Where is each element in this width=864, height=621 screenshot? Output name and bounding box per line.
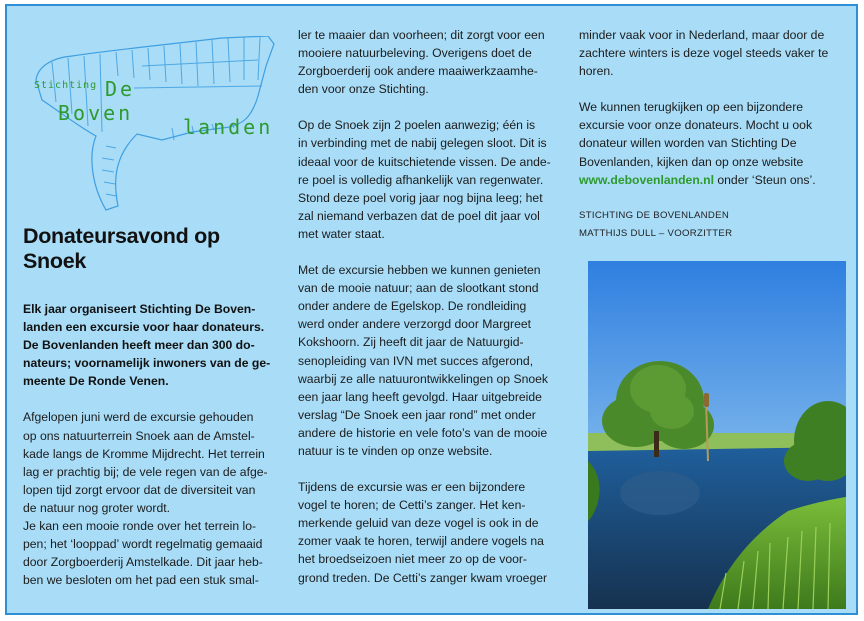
body-paragraph: Op de Snoek zijn 2 poelen aanwezig; één is in verbinding met de nabij gelegen sloot. Dit is ideaal voor de kuitschietende vissen. De ande- re poel is volledig afhankelijk van regenwater. Stond deze poel vorig jaar nog bijna leeg; het zal niemand verbazen dat de poel dit jaar vol met water staat. [298, 118, 551, 241]
logo-landen-text: landen [183, 115, 274, 139]
pond-landscape-photo [588, 261, 846, 609]
signature-name: MATTHIJS DULL – VOORZITTER [579, 227, 733, 239]
body-paragraph: ler te maaier dan voorheen; dit zorgt voor een mooiere natuurbeleving. Overigens doet de Zorgboerderij ook andere maaiwerkzaamhe- den voor onze Stichting. [298, 28, 545, 97]
body-paragraph: Afgelopen juni werd de excursie gehouden op ons natuurterrein Snoek aan de Amstel- kade langs de Kromme Mijdrecht. Het terrein lag er prachtig bij; de vele regen van de afge- lopen tijd zorgt ervoor dat de diversiteit van de natuur nog groter wordt. [23, 410, 268, 515]
body-paragraph: Je kan een mooie ronde over het terrein lo- pen; het ‘looppad’ wordt regelmatig gemaaid door Zorgboerderij Amstelkade. Dit jaar heb- ben we besloten om het pad een stuk smal- [23, 519, 263, 588]
signature-block [579, 209, 836, 241]
column-3 [579, 26, 836, 241]
body-paragraph: minder vaak voor in Nederland, maar door de zachtere winters is deze vogel steeds vaker te horen. [579, 28, 829, 79]
column-1 [23, 300, 279, 589]
lead-paragraph: Elk jaar organiseert Stichting De Boven- landen een excursie voor haar donateurs. De Bovenlanden heeft meer dan 300 do- nateurs; voornamelijk inwoners van de ge- meente De Ronde Venen. [23, 302, 271, 389]
logo-de-text: De [105, 77, 136, 101]
stichting-logo [22, 36, 284, 212]
logo-stichting-text: Stichting [34, 80, 98, 91]
signature-org: STICHTING DE BOVENLANDEN [579, 209, 730, 221]
body-paragraph: Met de excursie hebben we kunnen genieten van de mooie natuur; aan de slootkant stond onder andere de Egelskop. De rondleiding werd onder andere verzorgd door Margreet Kokshoorn. Zij heeft dit jaar de Natuurgid- senopleiding van IVN met succes afgerond, waarbij ze alle natuurontwikkelingen op Snoek een jaar lang heeft gevolgd. Haar uitgebreide verslag “De Snoek een jaar rond” met onder andere de historie en vele foto’s van de mooie natuur is te vinden op onze website. [298, 263, 548, 458]
photo-illustration [588, 261, 846, 609]
body-paragraph: Tijdens de excursie was er een bijzondere vogel te horen; de Cetti’s zanger. Het ken- merkende geluid van deze vogel is ook in de zomer vaak te horen, terwijl andere vogels na het broedseizoen niet meer zo op de voor- grond treden. De Cetti’s zanger kwam vroeger [298, 480, 548, 585]
website-link[interactable]: www.debovenlanden.nl [579, 172, 714, 187]
body-paragraph: We kunnen terugkijken op een bijzondere excursie voor onze donateurs. Mocht u ook donateur willen worden van Stichting De Bovenlanden, kijken dan op onze website www.debovenlanden.nl onder ‘Steun ons’. [579, 100, 816, 187]
article-headline: Donateursavond op Snoek [23, 224, 220, 273]
column-2 [298, 26, 556, 587]
logo-boven-text: Boven [58, 101, 134, 125]
